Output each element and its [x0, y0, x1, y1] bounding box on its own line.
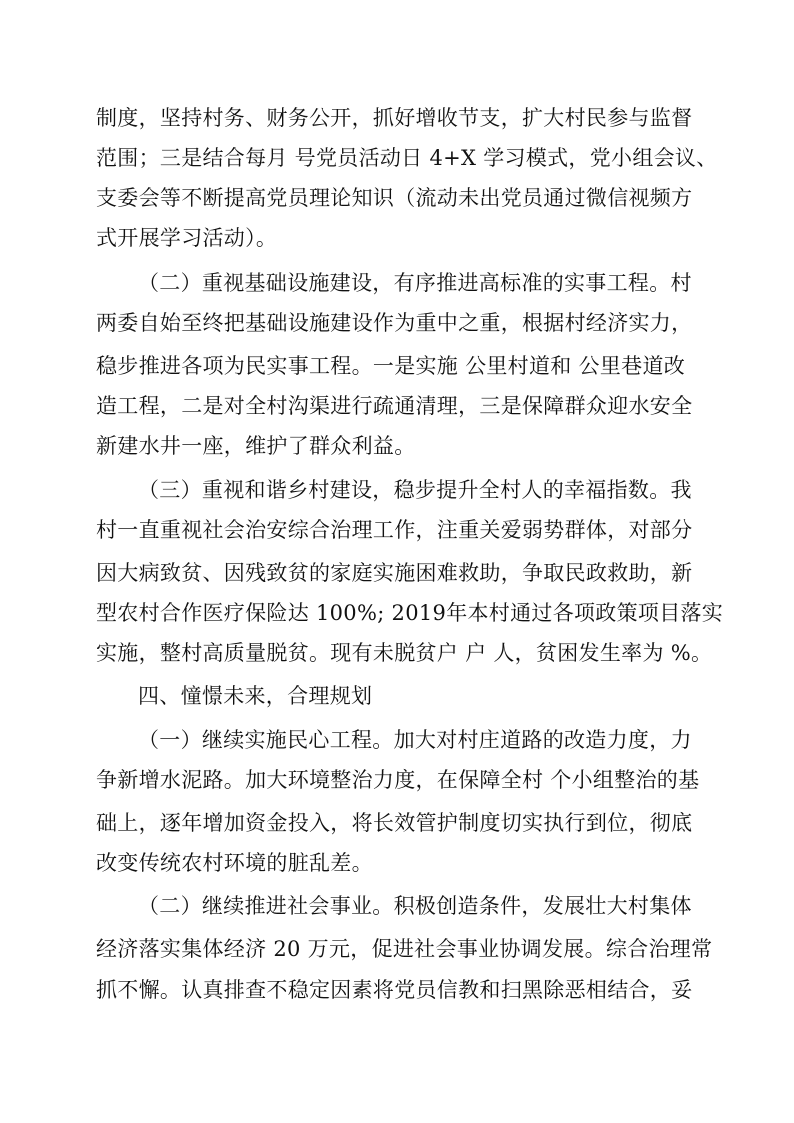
- text-line: 础上，逐年增加资金投入，将长效管护制度切实执行到位，彻底: [96, 811, 693, 835]
- text-line: 因大病致贫、因残致贫的家庭实施困难救助，争取民政救助，新: [96, 561, 693, 585]
- text-line: 经济落实集体经济 20 万元，促进社会事业协调发展。综合治理常: [96, 937, 713, 961]
- text-line: 抓不懈。认真排查不稳定因素将党员信教和扫黑除恶相结合，妥: [96, 978, 693, 1002]
- text-line: 两委自始至终把基础设施建设作为重中之重，根据村经济实力，: [96, 311, 693, 335]
- text-line: 式开展学习活动）。: [96, 226, 278, 250]
- paragraph-heading-line: （二）重视基础设施建设，有序推进高标准的实事工程。村: [138, 271, 692, 295]
- text-line: 造工程，二是对全村沟渠进行疏通清理，三是保障群众迎水安全: [96, 394, 693, 418]
- section-heading: 四、憧憬未来，合理规划: [138, 684, 373, 708]
- text-line: 支委会等不断提高党员理论知识（流动未出党员通过微信视频方: [96, 186, 693, 210]
- paragraph-heading-line: （三）重视和谐乡村建设，稳步提升全村人的幸福指数。我: [138, 478, 692, 502]
- paragraph-heading-line: （一）继续实施民心工程。加大对村庄道路的改造力度，力: [138, 728, 692, 752]
- text-line: 范围；三是结合每月 号党员活动日 4+X 学习模式，党小组会议、: [96, 146, 718, 170]
- text-line: 新建水井一座，维护了群众利益。: [96, 434, 416, 458]
- text-line: 型农村合作医疗保险达 100%; 2019年本村通过各项政策项目落实: [96, 601, 724, 625]
- text-line: 制度，坚持村务、财务公开，抓好增收节支，扩大村民参与监督: [96, 106, 693, 130]
- paragraph-heading-line: （二）继续推进社会事业。积极创造条件，发展壮大村集体: [138, 894, 692, 918]
- text-line: 改变传统农村环境的脏乱差。: [96, 851, 373, 875]
- text-line: 稳步推进各项为民实事工程。一是实施 公里村道和 公里巷道改: [96, 354, 686, 378]
- text-line: 实施，整村高质量脱贫。现有未脱贫户 户 人，贫困发生率为 %。: [96, 641, 713, 665]
- text-line: 村一直重视社会治安综合治理工作，注重关爱弱势群体，对部分: [96, 518, 693, 542]
- text-line: 争新增水泥路。加大环境整治力度，在保障全村 个小组整治的基: [96, 768, 700, 792]
